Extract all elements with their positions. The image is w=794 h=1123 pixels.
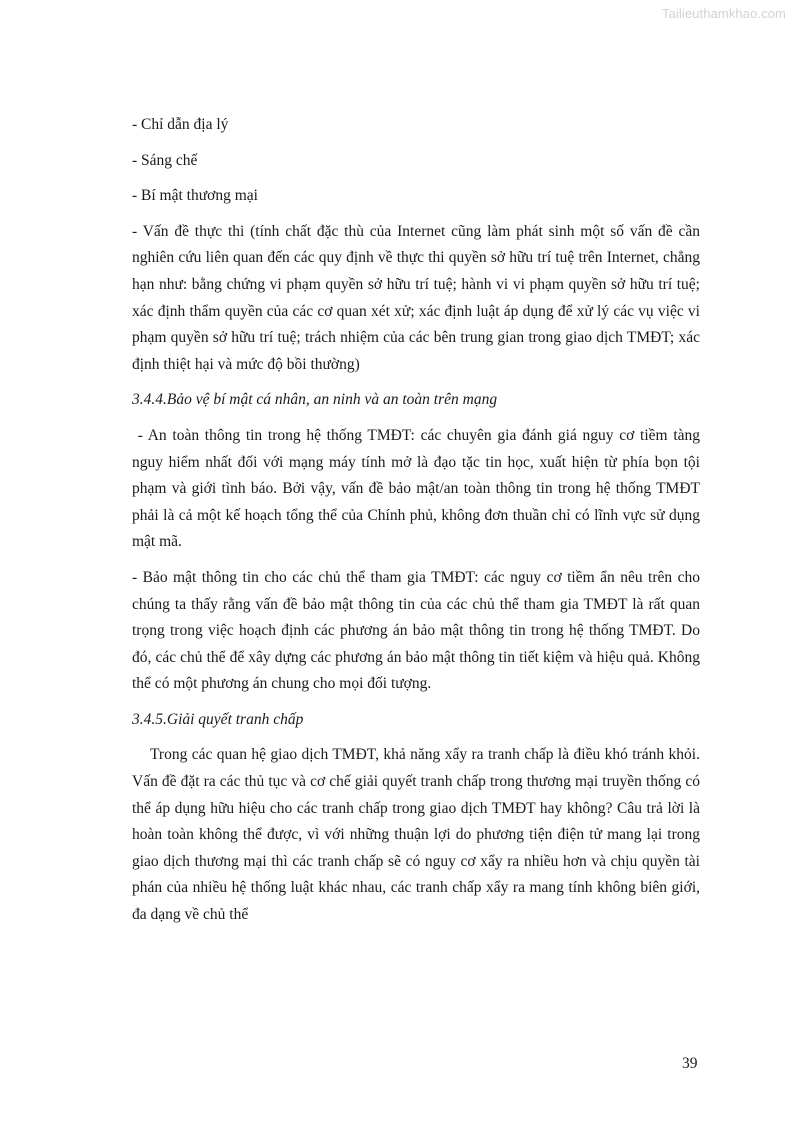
section-3-4-5-paragraph-1: Trong các quan hệ giao dịch TMĐT, khả năng xẩy ra tranh chấp là điều khó tránh khỏi. Vấn đề đặt ra các thủ tục và cơ chế giải quyết tranh chấp trong thương mại truyền thống có thể áp dụng hữu hiệu cho các tranh chấp trong giao dịch TMĐT hay không? Câu trả lời là hoàn toàn không thể được, vì với những thuận lợi do phương tiện điện tử mang lại trong giao dịch thương mại thì các tranh chấp sẽ có nguy cơ xẩy ra nhiều hơn và chịu quyền tài phán của nhiều hệ thống luật khác nhau, các tranh chấp xẩy ra mang tính không biên giới, đa dạng về chủ thể (132, 746, 700, 924)
watermark: Tailieuthamkhao.com (661, 6, 786, 21)
section-3-4-4-paragraph-1: - An toàn thông tin trong hệ thống TMĐT: các chuyên gia đánh giá nguy cơ tiềm tàng nguy hiểm nhất đối với mạng máy tính mở là đạo tặc tin học, xuất hiện từ phía bọn tội phạm và giới tình báo. Bởi vậy, vấn đề bảo mật/an toàn thông tin trong hệ thống TMĐT phải là cả một kế hoạch tổng thể của Chính phủ, không đơn thuần chỉ có lĩnh vực sử dụng mật mã. (132, 426, 704, 551)
list-item-geographical-indication: - Chỉ dẫn địa lý (132, 116, 229, 133)
section-3-4-4-paragraph-2: - Bảo mật thông tin cho các chủ thể tham gia TMĐT: các nguy cơ tiềm ẩn nêu trên cho chúng ta thấy rằng vấn đề bảo mật thông tin của các chủ thể tham gia TMĐT là rất quan trọng trong việc hoạch định các phương án bảo mật thông tin trong hệ thống TMĐT. Do đó, các chủ thể để xây dựng các phương án bảo mật thông tin tiết kiệm và hiệu quả. Không thể có một phương án chung cho mọi đối tượng. (132, 568, 700, 693)
list-item-trade-secret: - Bí mật thương mại (132, 187, 258, 205)
page-number: 39 (682, 1055, 698, 1072)
document-body (132, 112, 704, 938)
list-item-enforcement: - Vấn đề thực thi (tính chất đặc thù của Internet cũng làm phát sinh một số vấn đề cần nghiên cứu liên quan đến các quy định về thực thi quyền sở hữu trí tuệ trên Internet, chẳng hạn như: bằng chứng vi phạm quyền sở hữu trí tuệ; hành vi vi phạm quyền sở hữu trí tuệ; xác định thẩm quyền của các cơ quan xét xử; xác định luật áp dụng để xử lý các vụ việc vi phạm quyền sở hữu trí tuệ; trách nhiệm của các bên trung gian trong giao dịch TMĐT; xác định thiệt hại và mức độ bồi thường) (132, 222, 700, 373)
list-item-patent: - Sáng chế (132, 151, 198, 169)
section-heading-3-4-5: 3.4.5.Giải quyết tranh chấp (132, 710, 304, 728)
section-heading-3-4-4: 3.4.4.Bảo vệ bí mật cá nhân, an ninh và an toàn trên mạng (132, 391, 498, 409)
